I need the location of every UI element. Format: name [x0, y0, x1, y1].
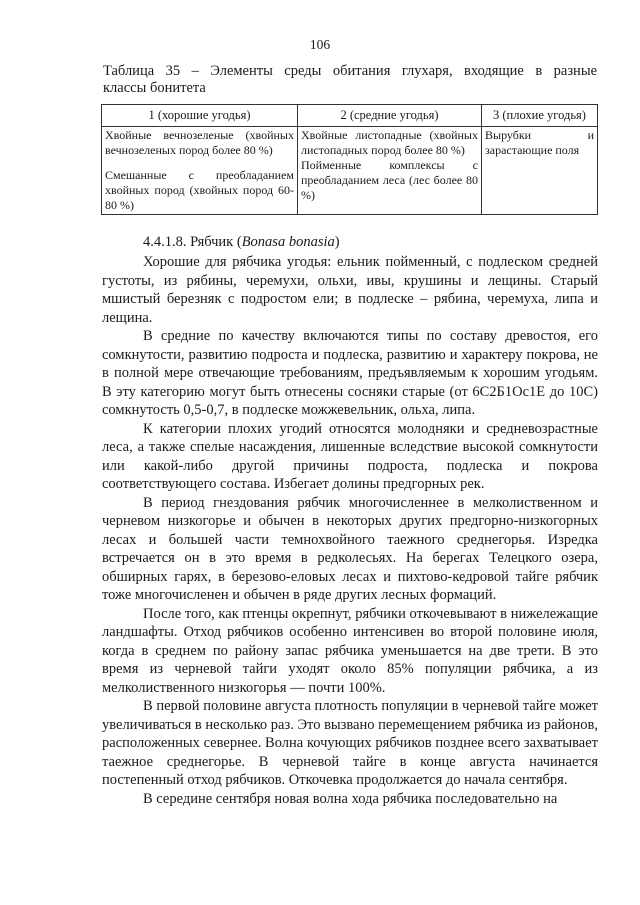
table-cell: [102, 127, 298, 215]
paragraph: В период гнездования рябчик многочисленнее в мелколиственном и черневом низкогорье и обычен в некоторых других предгорно-низкогорных лесах и большей части темнохвойного таежного среднегорья. Изредка встречается он в это время в редколесьях. На берегах Телецкого озера, обширных гарях, в березово-еловых лесах и пихтово-кедровой тайге рябчик тоже многочисленен и обычен в ряде других лесных формаций.: [102, 494, 598, 603]
table-caption-line2: классы бонитета: [103, 80, 206, 96]
table-cell-entry: Смешанные с преобладанием хвойных пород (хвойных пород 60-80 %): [105, 168, 294, 212]
table-caption-line1: Таблица 35 – Элементы среды обитания глухаря, входящие в разные: [103, 63, 597, 79]
table-cell: [482, 127, 598, 215]
paragraph: В первой половине августа плотность популяции в черневой тайге может увеличиваться в несколько раз. Это вызвано перемещением рябчика из районов, расположенных севернее. Волна кочующих рябчиков позднее всего захватывает таежное среднегорье. В черневой тайге в конце августа начинается постепенный отход рябчиков. Откочевка продолжается до начала сентября.: [102, 698, 598, 788]
paragraph: После того, как птенцы окрепнут, рябчики откочевывают в нижележащие ландшафты. Отход рябчиков особенно интенсивен во второй половине июля, когда в среднем по району запас рябчика уменьшается на две трети. В это время из черневой тайги уходят около 85% популяции рябчика, а из мелколиственного низкогорья — почти 100%.: [102, 605, 598, 696]
habitat-table: [101, 104, 598, 215]
section-heading: [143, 234, 340, 251]
table-cell-entry: Хвойные листопадные (хвойных листопадных пород более 80 %): [301, 128, 478, 157]
table-cell-entry: Хвойные вечнозеленые (хвойных вечнозеленых пород более 80 %): [105, 128, 294, 157]
paragraph: К категории плохих угодий относятся молодняки и средневозрастные леса, а также спелые насаждения, лишенные вследствие высокой сомкнутости или какой-либо другой причины подроста, подлеска и покрова соответствующего состава. Избегает долины предгорных рек.: [102, 420, 598, 492]
section-heading-close: ): [334, 234, 340, 250]
paragraph: Хорошие для рябчика угодья: ельник пойменный, с подлеском средней густоты, из рябины, черемухи, ольхи, ивы, крушины и лещины. Старый мшистый березняк с подростом ели; в подлеске – рябина, черемуха, липа и лещина.: [102, 254, 598, 326]
table-header-cell: 3 (плохие угодья): [482, 105, 598, 127]
table-row: [102, 127, 598, 215]
latin-name: Bonasa bonasia: [241, 234, 335, 250]
section-number: 4.4.1.8. Рябчик (: [143, 234, 242, 250]
table-caption: [103, 63, 597, 97]
table-cell-entry: Вырубки и зарастающие поля: [485, 128, 594, 157]
page-number: 106: [309, 37, 331, 52]
paragraph: В средние по качеству включаются типы по составу древостоя, его сомкнутости, развитию подроста и подлеска, развитию и характеру покрова, не в полной мере отвечающие требованиям, предъявляемым к хорошим угодьям. В эту категорию могут быть отнесены сосняки старые (от 6С2Б1Ос1Е до 10С) сомкнутость 0,5-0,7, в подлеске можжевельник, ольха, липа.: [102, 328, 598, 418]
paragraph: В середине сентября новая волна хода рябчика последовательно на: [143, 790, 558, 807]
body-text: [102, 253, 598, 808]
table-cell-entry: Пойменные комплексы с преобладанием леса (лес более 80 %): [301, 158, 478, 202]
table-cell: [298, 127, 482, 215]
table-header-row: [102, 105, 598, 127]
table-header-cell: 2 (средние угодья): [298, 105, 482, 127]
table-header-cell: 1 (хорошие угодья): [102, 105, 298, 127]
